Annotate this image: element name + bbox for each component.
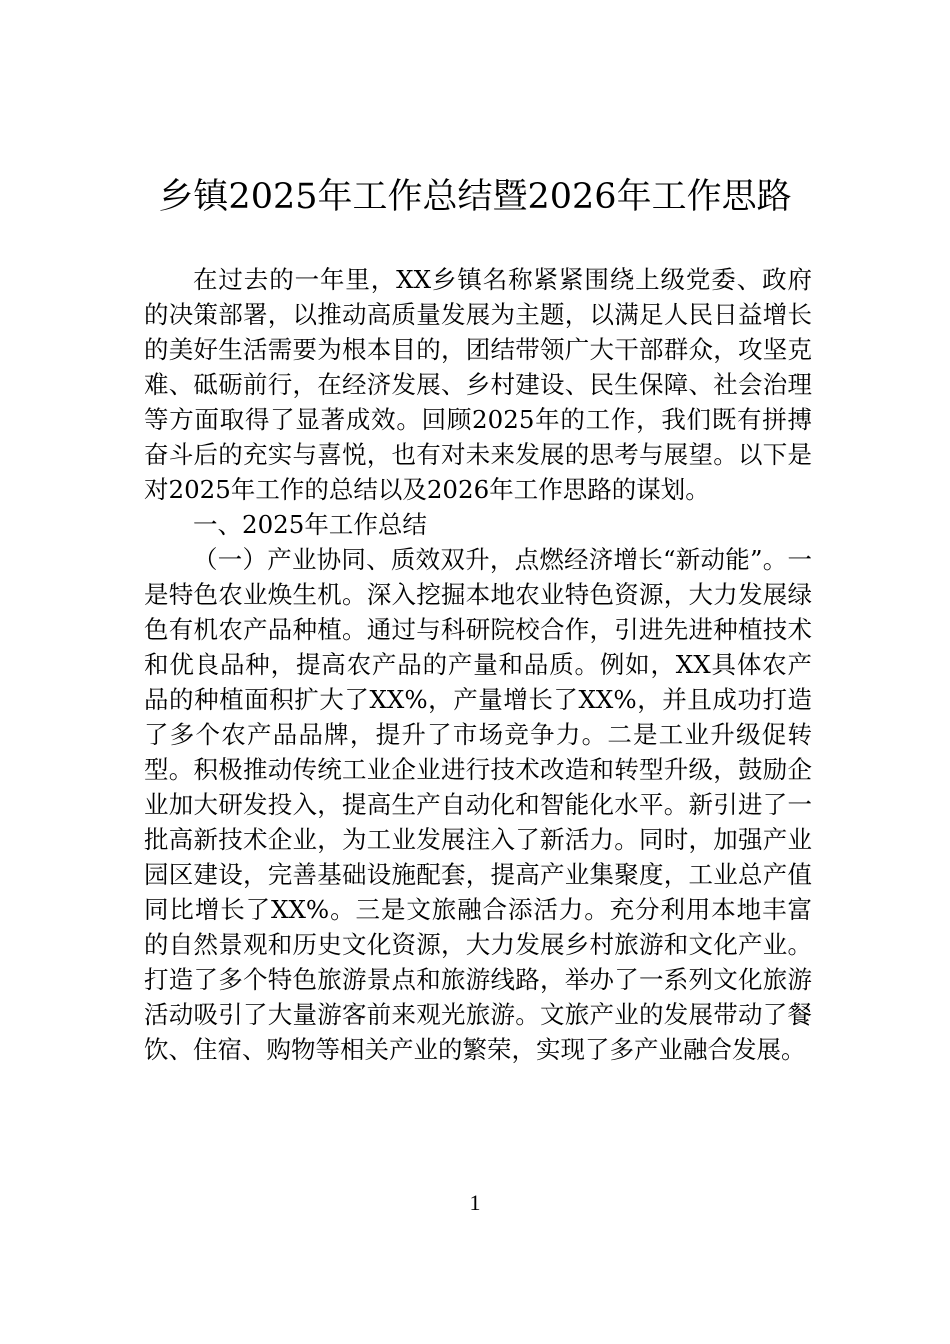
document-body <box>144 262 812 1067</box>
page-number: 1 <box>469 1190 481 1215</box>
document-title: 乡镇2025年工作总结暨2026年工作思路 <box>158 177 792 217</box>
section-heading: 一、2025年工作总结 <box>193 510 427 539</box>
intro-paragraph: 在过去的一年里，XX乡镇名称紧紧围绕上级党委、政府的决策部署，以推动高质量发展为主题，以满足人民日益增长的美好生活需要为根本目的，团结带领广大干部群众，攻坚克难、砥砺前行，在经济发展、乡村建设、民生保障、社会治理等方面取得了显著成效。回顾2025年的工作，我们既有拼搏奋斗后的充实与喜悦，也有对未来发展的思考与展望。以下是对2025年工作的总结以及2026年工作思路的谋划。 <box>144 265 812 504</box>
subsection-paragraph: （一）产业协同、质效双升，点燃经济增长“新动能”。一是特色农业焕生机。深入挖掘本地农业特色资源，大力发展绿色有机农产品种植。通过与科研院校合作，引进先进种植技术和优良品种，提高农产品的产量和品质。例如，XX具体农产品的种植面积扩大了XX%，产量增长了XX%，并且成功打造了多个农产品品牌，提升了市场竞争力。二是工业升级促转型。积极推动传统工业企业进行技术改造和转型升级，鼓励企业加大研发投入，提高生产自动化和智能化水平。新引进了一批高新技术企业，为工业发展注入了新活力。同时，加强产业园区建设，完善基础设施配套，提高产业集聚度，工业总产值同比增长了XX%。三是文旅融合添活力。充分利用本地丰富的自然景观和历史文化资源，大力发展乡村旅游和文化产业。打造了多个特色旅游景点和旅游线路，举办了一系列文化旅游活动吸引了大量游客前来观光旅游。文旅产业的发展带动了餐饮、住宿、购物等相关产业的繁荣，实现了多产业融合发展。 <box>144 545 812 1064</box>
